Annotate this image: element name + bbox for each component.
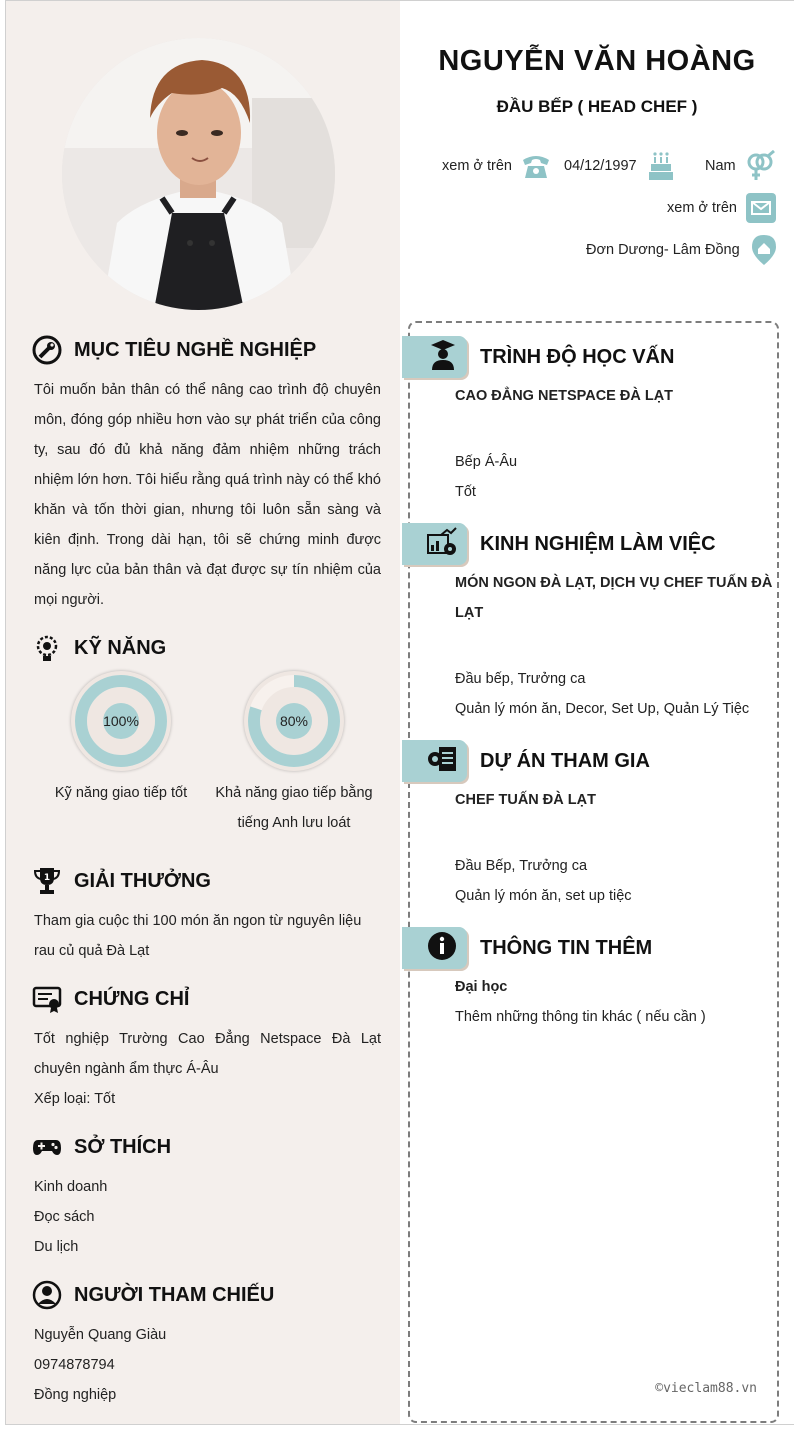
hobbies-list [34, 1172, 381, 1262]
skill-2-percent: 80% [276, 703, 312, 739]
skill-ring-1 [71, 671, 171, 771]
hobby-item: Đọc sách [34, 1209, 95, 1225]
watermark: ©vieclam88.vn [655, 1381, 757, 1396]
phone-text: xem ở trên [442, 158, 512, 174]
cake-icon [645, 150, 677, 182]
career-goal-title: MỤC TIÊU NGHỀ NGHIỆP [74, 338, 317, 361]
profile-photo [62, 38, 335, 310]
trophy-icon [32, 866, 62, 896]
awards-title: GIẢI THƯỞNG [74, 869, 211, 892]
education-body [455, 381, 775, 507]
certificates-line3: Xếp loại: Tốt [34, 1091, 116, 1107]
email-info [667, 192, 777, 224]
education-major: Bếp Á-Âu [455, 454, 518, 470]
lightbulb-gear-icon [32, 633, 62, 663]
cv-page [5, 0, 794, 1425]
project-icon [427, 745, 457, 778]
person-icon [32, 1280, 62, 1310]
svg-text:1: 1 [43, 873, 51, 883]
extra-body [455, 972, 775, 1032]
extra-title: THÔNG TIN THÊM [480, 937, 653, 959]
certificates-heading [32, 984, 189, 1014]
location-icon [748, 234, 780, 266]
references-heading [32, 1280, 274, 1310]
hobbies-heading [32, 1132, 171, 1162]
gender-text: Nam [705, 158, 736, 174]
career-goal-heading [32, 335, 316, 365]
hobbies-title: SỞ THÍCH [74, 1135, 172, 1158]
skill-2-label-line1: Khả năng giao tiếp bằng [215, 785, 373, 801]
extra-text: Thêm những thông tin khác ( nếu cần ) [455, 1009, 706, 1025]
awards-text-line2: rau củ quả Đà Lạt [34, 943, 150, 959]
certificates-title: CHỨNG CHỈ [74, 987, 190, 1010]
awards-text [34, 906, 381, 966]
education-grade: Tốt [455, 484, 476, 500]
project-duties: Quản lý món ăn, set up tiệc [455, 888, 632, 904]
info-icon [427, 931, 457, 966]
awards-text-line1: Tham gia cuộc thi 100 món ăn ngon từ nguyên liệu [34, 913, 362, 929]
hobby-item: Kinh doanh [34, 1179, 108, 1195]
skill-2-label-line2: tiếng Anh lưu loát [237, 815, 351, 831]
references-title: NGƯỜI THAM CHIẾU [74, 1283, 275, 1306]
job-title: ĐẦU BẾP ( HEAD CHEF ) [496, 97, 698, 116]
hobby-item: Du lịch [34, 1239, 79, 1255]
experience-company-line2: LẠT [455, 605, 484, 621]
experience-company-line1: MÓN NGON ĐÀ LẠT, DỊCH VỤ CHEF TUẤN ĐÀ [455, 575, 773, 591]
gamepad-icon [32, 1132, 62, 1162]
skill-1-label: Kỹ năng giao tiếp tốt [54, 785, 188, 801]
phone-info [442, 150, 552, 182]
certificates-text [34, 1024, 381, 1114]
reference-relation: Đồng nghiệp [34, 1387, 117, 1403]
experience-icon-tab [402, 523, 467, 565]
gender-icon [744, 150, 776, 182]
skills-heading [32, 633, 166, 663]
email-text: xem ở trên [667, 200, 737, 216]
education-title: TRÌNH ĐỘ HỌC VẤN [480, 346, 675, 368]
experience-duties: Quản lý món ăn, Decor, Set Up, Quản Lý Tiệc [455, 701, 750, 717]
experience-position: Đầu bếp, Trưởng ca [455, 671, 586, 687]
reference-name: Nguyễn Quang Giàu [34, 1327, 167, 1343]
extra-icon-tab [402, 927, 467, 969]
certificate-icon [32, 984, 62, 1014]
certificates-line1: Tốt nghiệp Trường Cao Đẳng Netspace Đà Lạt [34, 1031, 381, 1047]
project-position: Đầu Bếp, Trưởng ca [455, 858, 588, 874]
graduate-icon [429, 339, 457, 376]
projects-body [455, 785, 775, 911]
extra-heading: Đại học [455, 979, 508, 995]
profile-photo-image [62, 38, 335, 310]
education-icon-tab [402, 336, 467, 378]
address-text: Đơn Dương- Lâm Đồng [586, 242, 740, 258]
experience-body [455, 568, 775, 724]
skills-title: KỸ NĂNG [74, 636, 167, 659]
wrench-icon [32, 335, 62, 365]
details-box [408, 321, 779, 1423]
right-column [400, 1, 794, 1424]
awards-heading [32, 866, 211, 896]
certificates-line2: chuyên ngành ẩm thực Á-Âu [34, 1061, 219, 1077]
skill-ring-2 [244, 671, 344, 771]
gender-info [705, 150, 776, 182]
skill-1-percent: 100% [103, 703, 139, 739]
reference-phone: 0974878794 [34, 1357, 115, 1373]
skill-2-label [204, 778, 384, 838]
birthday-text: 04/12/1997 [564, 158, 637, 174]
mail-icon [745, 192, 777, 224]
projects-title: DỰ ÁN THAM GIA [480, 750, 650, 772]
project-name: CHEF TUẤN ĐÀ LẠT [455, 792, 596, 808]
references-list [34, 1320, 381, 1410]
education-school: CAO ĐẲNG NETSPACE ĐÀ LẠT [455, 388, 674, 404]
career-goal-text: Tôi muốn bản thân có thể nâng cao trình độ chuyên môn, đóng góp nhiều hơn vào sự phát triển của công ty, sau đó đủ khả năng đảm nhiệm những trách nhiệm lớn hơn. Tôi hiểu rằng quá trình này có thể khó khăn và tốn thời gian, nhưng tôi luôn sẵn sàng và kiên định. Trong dài hạn, tôi sẽ chứng minh được năng lực của bản thân và đạt được sự tín nhiệm của mọi người. [34, 382, 381, 608]
experience-title: KINH NGHIỆM LÀM VIỆC [480, 533, 716, 555]
phone-icon [520, 150, 552, 182]
chart-icon [427, 527, 457, 562]
projects-icon-tab [402, 740, 467, 782]
full-name: NGUYỄN VĂN HOÀNG [438, 45, 756, 77]
birthday-info [564, 150, 677, 182]
address-info [586, 234, 780, 266]
left-column [6, 1, 400, 1424]
